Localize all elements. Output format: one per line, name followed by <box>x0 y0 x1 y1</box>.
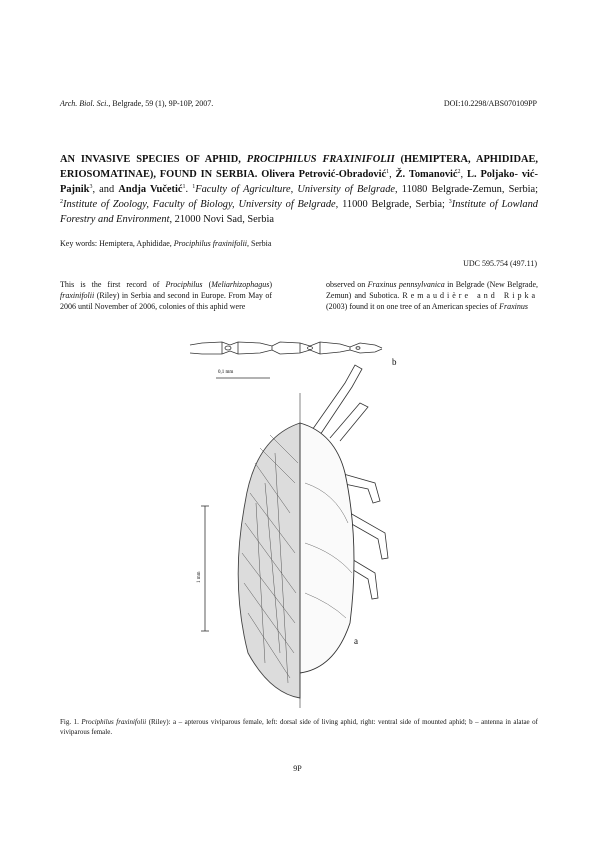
affiliation-mark: 1 <box>192 184 196 190</box>
body-text-italic: fraxinifolii <box>60 291 95 300</box>
body-text-italic: Meliarhizophagus <box>211 280 270 289</box>
affiliation-institution: Institute of Lowland Forestry and Environment <box>60 199 538 225</box>
body-scale-label: 1 mm <box>197 571 202 583</box>
affiliation-place: , 11080 Belgrade-Zemun, Serbia; <box>395 184 539 195</box>
title-species: PROCIPHILUS FRAXINIFOLII <box>246 154 395 165</box>
caption-species: Prociphilus fraxinifolii <box>81 718 147 726</box>
keywords-tail: , Serbia <box>247 239 272 248</box>
author-separator: , <box>389 169 396 180</box>
body-text: (Riley) in Serbia and second in Europe. From May of 2006 until November of 2006, colonies of this aphid were <box>60 291 272 311</box>
author-name: Ž. Tomanović <box>395 169 458 180</box>
article-title-block <box>60 152 538 227</box>
author-separator: . <box>185 184 193 195</box>
aphid-figure <box>170 323 435 708</box>
figure-label-a: a <box>354 636 358 646</box>
caption-prefix: Fig. 1. <box>60 718 82 726</box>
affiliation-place: , 21000 Novi Sad, Serbia <box>169 214 274 225</box>
aphid-illustration <box>170 323 435 708</box>
journal-citation <box>60 99 213 108</box>
page-number: 9P <box>293 764 302 773</box>
title-part-2: (HEMIPTERA, APHIDIDAE, ERIOSOMATINAE), FOUND IN SERBIA. <box>60 154 539 180</box>
antenna-scale-label: 0,1 mm <box>218 370 234 375</box>
citation-details: , Belgrade, 59 (1), 9P-10P, 2007. <box>108 99 214 108</box>
body-text-italic: Prociphilus <box>165 280 203 289</box>
cited-authors: Remaudière and Ripka <box>402 291 538 300</box>
affiliation-mark: 2 <box>60 199 63 205</box>
body-text: This is the first record of <box>60 280 166 289</box>
author-affiliation-mark: 1 <box>386 169 390 175</box>
keywords <box>60 239 271 248</box>
body-text: observed on <box>326 280 368 289</box>
body-text-italic: Fraxinus pennsylvanica <box>367 280 445 289</box>
antenna-drawing <box>190 342 382 354</box>
affiliation-institution: Faculty of Agriculture, University of Belgrade <box>195 184 396 195</box>
author-affiliation-mark: 3 <box>89 184 93 190</box>
keywords-label: Key words: Hemiptera, Aphididae, <box>60 239 174 248</box>
author-affiliation-mark: 1 <box>182 184 186 190</box>
affiliation-place: 11000 Belgrade, Serbia; <box>338 199 449 210</box>
journal-name: Arch. Biol. Sci. <box>60 99 109 108</box>
body-text: (2003) found it on one tree of an American species of <box>326 302 500 311</box>
figure-label-b: b <box>392 357 397 367</box>
author-name: Olivera Petrović-Obradović <box>261 169 387 180</box>
aphid-body-drawing <box>238 365 388 708</box>
title-part-1: AN INVASIVE SPECIES OF APHID, <box>60 154 247 165</box>
keywords-species: Prociphilus fraxinifolii <box>173 239 248 248</box>
doi: DOI:10.2298/ABS070109PP <box>443 99 537 108</box>
body-text: ) <box>269 280 272 289</box>
author-name: L. Poljako- vić-Pajnik <box>60 169 538 195</box>
body-text: ( <box>202 280 212 289</box>
figure-caption <box>60 717 538 737</box>
author-separator: , <box>460 169 468 180</box>
author-name: Andja Vučetić <box>118 184 183 195</box>
body-text: in Belgrade (New Belgrade, Zemun) and Subotica. <box>326 280 538 300</box>
udc-code: UDC 595.754 (497.11) <box>463 259 537 268</box>
caption-text: (Riley): a – apterous viviparous female, left: dorsal side of living aphid, right: ventral side of mounted aphid; b – antenna in alatae of viviparous female. <box>60 718 538 736</box>
affiliation-mark: 3 <box>448 199 452 205</box>
author-affiliation-mark: 2 <box>457 169 461 175</box>
affiliation-institution: Institute of Zoology, Faculty of Biology, University of Belgrade, <box>63 199 339 210</box>
author-separator: , and <box>92 184 119 195</box>
body-column-right <box>326 279 538 312</box>
body-text-italic: Fraxinus <box>499 302 528 311</box>
body-column-left <box>60 279 272 312</box>
